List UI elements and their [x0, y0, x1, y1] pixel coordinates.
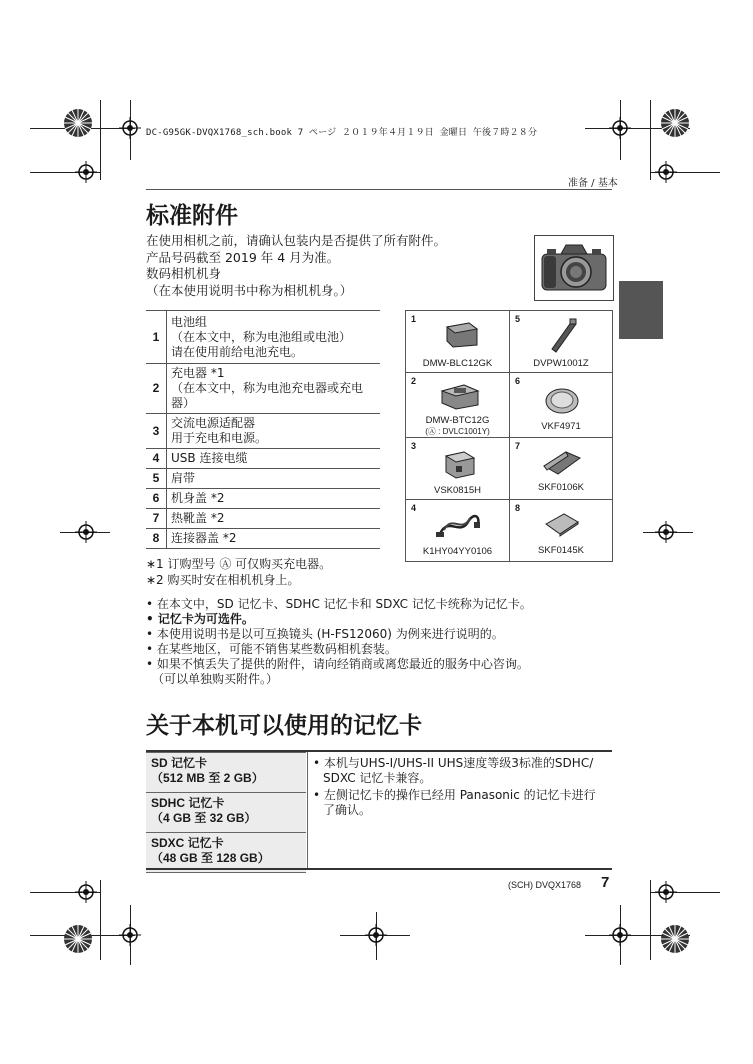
item-description	[167, 414, 381, 449]
item-number: 1	[146, 311, 167, 364]
breadcrumb: 准备 / 基本	[568, 178, 618, 189]
notes-list	[146, 597, 616, 687]
item-description	[167, 311, 381, 364]
shoulder-strap-icon	[546, 317, 580, 353]
print-header: DC-G95GK-DVQX1768_sch.book 7 ページ ２０１９年４月１９日 金曜日 午後７時２８分	[146, 128, 538, 138]
table-divider	[307, 752, 308, 869]
intro-line: 在使用相机之前，请确认包装内是否提供了所有附件。	[146, 233, 447, 248]
usb-cable-icon	[434, 506, 484, 540]
item-description: 连接器盖 *2	[167, 529, 381, 549]
accessory-cell	[510, 500, 612, 561]
part-number: K1HY04YY0106	[422, 546, 493, 557]
cell-number: 6	[515, 376, 521, 386]
registration-mark-icon	[655, 881, 677, 903]
part-number: DMW-BLC12GK	[422, 358, 493, 369]
note-item: • 如果不慎丢失了提供的附件，请向经销商或离您最近的服务中心咨询。	[146, 657, 529, 671]
accessory-cell	[406, 311, 510, 373]
intro-line: 数码相机机身	[146, 266, 222, 281]
table-row	[146, 469, 380, 489]
camera-icon	[535, 236, 613, 300]
part-number: SKF0145K	[538, 545, 584, 556]
note-item: • 在本文中，SD 记忆卡、SDHC 记忆卡和 SDXC 记忆卡统称为记忆卡。	[146, 597, 532, 611]
card-name: SDXC 记忆卡	[151, 836, 224, 850]
registration-mark-icon	[75, 521, 97, 543]
accessory-image-grid	[405, 310, 613, 562]
cell-number: 5	[515, 314, 521, 324]
cell-number: 4	[411, 503, 417, 513]
registration-mark-icon	[655, 521, 677, 543]
item-number: 4	[146, 449, 167, 469]
item-description: 机身盖 *2	[167, 489, 381, 509]
footnote: ∗1 订购型号 Ⓐ 可仅购买充电器。	[146, 557, 332, 571]
table-row	[146, 311, 380, 364]
card-type-sdxc	[146, 833, 306, 873]
item-description: 热靴盖 *2	[167, 509, 381, 529]
card-capacity: （48 GB 至 128 GB）	[151, 851, 270, 865]
cell-number: 1	[411, 314, 417, 324]
accessory-table	[146, 310, 380, 549]
table-row	[146, 509, 380, 529]
item-number: 2	[146, 364, 167, 414]
starburst-target-icon	[660, 108, 690, 138]
note-item: • 在某些地区，可能不销售某些数码相机套装。	[146, 642, 397, 656]
registration-mark-icon	[609, 924, 631, 946]
registration-mark-icon	[365, 924, 387, 946]
registration-mark-icon	[119, 117, 141, 139]
card-note: • 本机与UHS-I/UHS-II UHS速度等级3标准的SDHC/	[313, 756, 594, 770]
section-title-memory-cards: 关于本机可以使用的记忆卡	[146, 712, 422, 739]
card-note: 了确认。	[323, 803, 372, 817]
item-line: 交流电源适配器	[171, 416, 256, 430]
note-item: • 本使用说明书是以可互换镜头 (H-FS12060) 为例来进行说明的。	[146, 627, 504, 641]
card-name: SD 记忆卡	[151, 756, 208, 770]
footnotes	[146, 556, 331, 588]
registration-mark-icon	[75, 161, 97, 183]
item-description: 肩带	[167, 469, 381, 489]
item-number: 6	[146, 489, 167, 509]
accessory-cell	[406, 373, 510, 438]
card-type-sdhc	[146, 793, 306, 833]
page-number: 7	[601, 874, 610, 891]
registration-mark-icon	[655, 161, 677, 183]
item-description: USB 连接电缆	[167, 449, 381, 469]
cell-number: 2	[411, 376, 417, 386]
accessory-cell	[406, 500, 510, 561]
part-number: DMW-BTC12G	[425, 415, 490, 426]
item-line: （在本文中，称为电池充电器或充电	[171, 381, 364, 395]
item-number: 5	[146, 469, 167, 489]
item-line: 电池组	[171, 314, 208, 329]
table-row	[146, 414, 380, 449]
section-title-accessories: 标准附件	[146, 202, 238, 229]
accessory-cell	[406, 438, 510, 500]
starburst-target-icon	[63, 108, 93, 138]
card-note: • 左侧记忆卡的操作已经用 Panasonic 的记忆卡进行	[313, 788, 596, 802]
accessory-cell	[510, 438, 612, 500]
note-item: • 记忆卡为可选件。	[146, 612, 254, 626]
registration-mark-icon	[75, 881, 97, 903]
card-name: SDHC 记忆卡	[151, 796, 225, 810]
item-line: 充电器 *1	[171, 366, 225, 380]
item-number: 8	[146, 529, 167, 549]
registration-mark-icon	[609, 117, 631, 139]
table-bottom-rule	[146, 868, 612, 870]
table-row	[146, 489, 380, 509]
accessory-cell	[510, 373, 612, 438]
header-rule	[146, 189, 612, 190]
body-cap-icon	[544, 385, 580, 415]
intro-line: （在本使用说明书中称为相机机身。）	[146, 282, 353, 298]
cell-number: 7	[515, 441, 521, 451]
accessory-cell	[510, 311, 612, 373]
camera-body-image	[534, 235, 614, 301]
item-number: 7	[146, 509, 167, 529]
card-note: SDXC 记忆卡兼容。	[323, 771, 432, 785]
starburst-target-icon	[63, 924, 93, 954]
memory-card-list	[146, 752, 306, 873]
item-description	[167, 364, 381, 414]
table-row	[146, 449, 380, 469]
starburst-target-icon	[660, 924, 690, 954]
cell-number: 3	[411, 441, 417, 451]
ac-adaptor-icon	[442, 446, 478, 482]
item-line: 用于充电和电源。	[171, 431, 268, 445]
part-number: SKF0106K	[538, 482, 584, 493]
item-line: （在本文中，称为电池组或电池）	[171, 329, 352, 344]
item-line: 器）	[171, 396, 196, 410]
charger-icon	[440, 379, 480, 411]
part-number: VSK0815H	[433, 485, 481, 496]
card-capacity: （512 MB 至 2 GB）	[151, 771, 264, 785]
part-order-number: (Ⓐ : DVLC1001Y)	[425, 427, 490, 436]
card-type-sd	[146, 752, 306, 793]
intro-text	[146, 233, 526, 299]
connector-cover-icon	[542, 510, 582, 538]
footnote: ∗2 购买时安在相机机身上。	[146, 573, 300, 587]
document-code: (SCH) DVQX1768	[508, 880, 582, 890]
table-row	[146, 364, 380, 414]
intro-line: 产品号码截至 2019 年 4 月为准。	[146, 249, 340, 265]
table-row	[146, 529, 380, 549]
item-number: 3	[146, 414, 167, 449]
item-line: 请在使用前给电池充电。	[171, 344, 304, 359]
cell-number: 8	[515, 503, 521, 513]
registration-mark-icon	[119, 924, 141, 946]
card-notes	[313, 756, 613, 818]
hot-shoe-cover-icon	[542, 448, 582, 476]
card-capacity: （4 GB 至 32 GB）	[151, 811, 257, 825]
part-number: DVPW1001Z	[533, 358, 589, 369]
part-number: VKF4971	[541, 421, 581, 432]
note-item: （可以单独购买附件。）	[152, 672, 279, 686]
battery-icon	[443, 319, 479, 349]
chapter-tab	[619, 281, 663, 339]
